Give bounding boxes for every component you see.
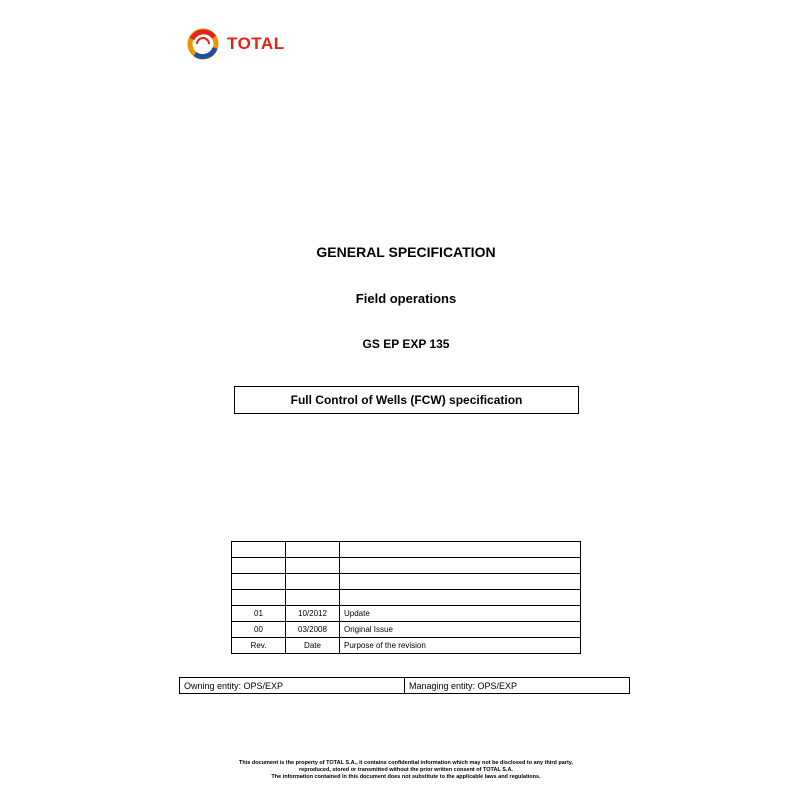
subject-box <box>234 386 579 414</box>
date-cell <box>286 574 340 590</box>
total-logo-icon <box>186 27 220 61</box>
table-header-row <box>232 638 581 654</box>
purpose-cell <box>340 542 581 558</box>
footer-line: The information contained in this document does not substitute to the applicable laws and regulations. <box>271 774 541 780</box>
date-cell <box>286 558 340 574</box>
purpose-cell <box>340 574 581 590</box>
purpose-cell: Original Issue <box>340 622 581 638</box>
table-row <box>232 622 581 638</box>
purpose-header: Purpose of the revision <box>340 638 581 654</box>
table-row <box>232 606 581 622</box>
revision-table <box>231 541 581 654</box>
rev-cell: 01 <box>232 606 286 622</box>
date-cell: 03/2008 <box>286 622 340 638</box>
rev-cell <box>232 542 286 558</box>
entity-table <box>179 677 630 694</box>
document-subtitle: Field operations <box>355 291 457 306</box>
rev-cell <box>232 574 286 590</box>
rev-cell <box>232 558 286 574</box>
rev-cell <box>232 590 286 606</box>
purpose-cell <box>340 558 581 574</box>
purpose-cell: Update <box>340 606 581 622</box>
table-row <box>232 574 581 590</box>
subject-text: Full Control of Wells (FCW) specification <box>290 393 523 407</box>
table-row <box>180 678 630 694</box>
confidentiality-notice <box>0 760 800 781</box>
date-cell <box>286 542 340 558</box>
rev-header: Rev. <box>232 638 286 654</box>
date-cell <box>286 590 340 606</box>
footer-line: This document is the property of TOTAL S.A., it contains confidential information which may not be disclosed to any third party, <box>239 760 573 766</box>
footer-line: reproduced, stored or transmitted without the prior written consent of TOTAL S.A. <box>299 767 513 773</box>
date-header: Date <box>286 638 340 654</box>
table-row <box>232 590 581 606</box>
rev-cell: 00 <box>232 622 286 638</box>
document-reference: GS EP EXP 135 <box>362 337 450 351</box>
table-row <box>232 542 581 558</box>
purpose-cell <box>340 590 581 606</box>
total-logo <box>186 27 285 61</box>
owning-entity: Owning entity: OPS/EXP <box>180 678 405 694</box>
managing-entity: Managing entity: OPS/EXP <box>405 678 630 694</box>
document-title: GENERAL SPECIFICATION <box>316 244 496 260</box>
date-cell: 10/2012 <box>286 606 340 622</box>
logo-wordmark: TOTAL <box>227 34 285 53</box>
table-row <box>232 558 581 574</box>
